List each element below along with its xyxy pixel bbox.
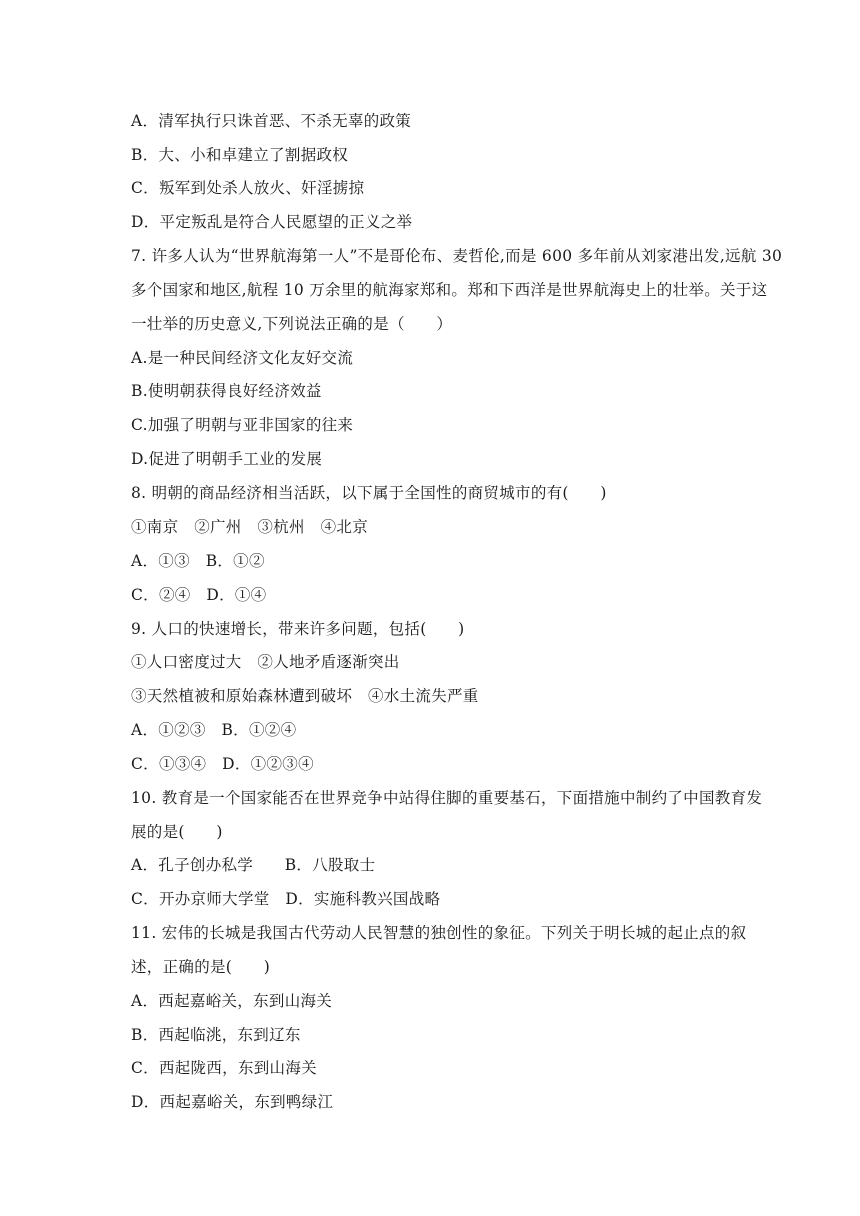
q7-option-a: A.是一种民间经济文化友好交流: [131, 349, 354, 367]
q6-option-d: D．平定叛乱是符合人民愿望的正义之举: [131, 213, 413, 231]
q7-option-b: B.使明朝获得良好经济效益: [131, 382, 322, 400]
q7-option-c: C.加强了明朝与亚非国家的往来: [131, 416, 354, 434]
q11-option-a: A．西起嘉峪关，东到山海关: [131, 992, 333, 1010]
q7-stem-line-1: 7. 许多人认为“世界航海第一人”不是哥伦布、麦哲伦,而是 600 多年前从刘家港出发,远航 30: [131, 247, 783, 265]
q6-option-a: A．清军执行只诛首恶、不杀无辜的政策: [131, 112, 412, 130]
q9-stem: 9. 人口的快速增长，带来许多问题，包括( ): [131, 620, 465, 638]
q10-stem-line-2: 展的是( ): [131, 823, 223, 841]
q10-stem-line-1: 10. 教育是一个国家能否在世界竞争中站得住脚的重要基石，下面措施中制约了中国教育发: [131, 789, 763, 807]
q9-items-line-1: ①人口密度过大 ②人地矛盾逐渐突出: [131, 653, 400, 671]
q7-stem-line-2: 多个国家和地区,航程 10 万余里的航海家郑和。郑和下西洋是世界航海史上的壮举。关于这: [131, 281, 768, 299]
q8-options-ab: A．①③ B．①②: [131, 552, 265, 570]
q9-items-line-2: ③天然植被和原始森林遭到破坏 ④水土流失严重: [131, 687, 479, 705]
q11-option-b: B．西起临洮，东到辽东: [131, 1026, 301, 1044]
q11-option-d: D．西起嘉峪关，东到鸭绿江: [131, 1093, 334, 1111]
q7-option-d: D.促进了明朝手工业的发展: [131, 450, 323, 468]
q6-option-b: B．大、小和卓建立了割据政权: [131, 146, 349, 164]
q10-options-cd: C．开办京师大学堂 D．实施科教兴国战略: [131, 890, 441, 908]
q10-options-ab: A．孔子创办私学 B．八股取士: [131, 856, 376, 874]
q9-options-ab: A．①②③ B．①②④: [131, 721, 297, 739]
q9-options-cd: C．①③④ D．①②③④: [131, 755, 314, 773]
q11-option-c: C．西起陇西，东到山海关: [131, 1059, 317, 1077]
q11-stem-line-2: 述，正确的是( ): [131, 958, 271, 976]
q6-option-c: C．叛军到处杀人放火、奸淫掳掠: [131, 179, 365, 197]
q7-stem-line-3: 一壮举的历史意义,下列说法正确的是（ ）: [131, 315, 453, 333]
q11-stem-line-1: 11. 宏伟的长城是我国古代劳动人民智慧的独创性的象征。下列关于明长城的起止点的叙: [131, 924, 747, 942]
q8-items: ①南京 ②广州 ③杭州 ④北京: [131, 518, 369, 536]
q8-stem: 8. 明朝的商品经济相当活跃，以下属于全国性的商贸城市的有( ): [131, 484, 607, 502]
q8-options-cd: C．②④ D．①④: [131, 586, 267, 604]
